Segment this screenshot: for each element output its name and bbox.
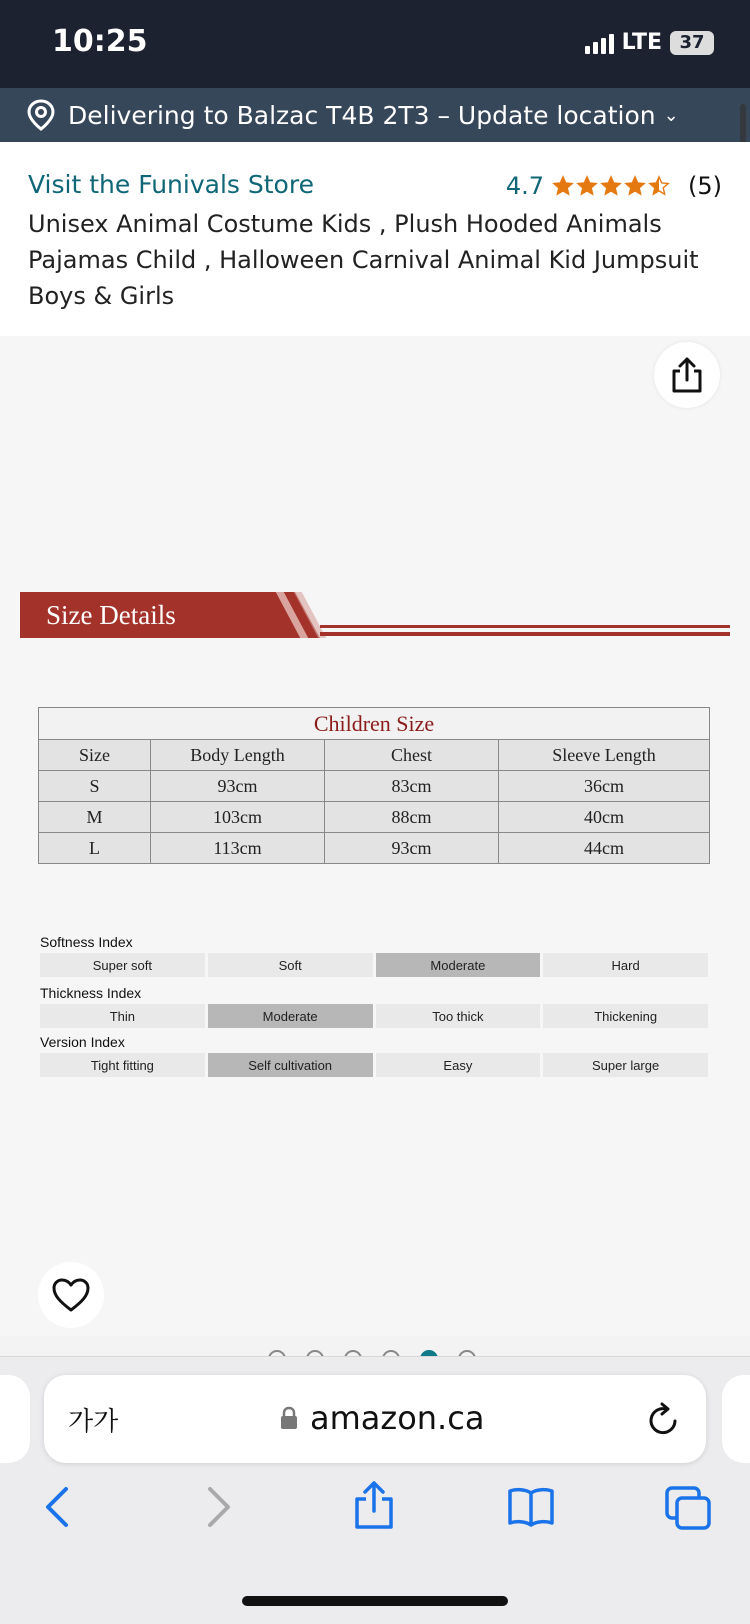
index-option: Self cultivation <box>208 1053 373 1077</box>
tabs-icon <box>664 1485 712 1531</box>
index-option: Moderate <box>208 1004 373 1028</box>
url-display[interactable] <box>280 1399 484 1437</box>
location-pin-icon <box>26 99 56 131</box>
index-option: Thin <box>40 1004 205 1028</box>
browser-nav-toolbar <box>0 1485 750 1555</box>
index-option: Moderate <box>376 953 541 977</box>
reload-icon <box>646 1401 680 1437</box>
table-cell: M <box>39 802 151 833</box>
star-half-icon <box>648 175 670 197</box>
star-full-icon <box>576 175 598 197</box>
thickness-index <box>40 985 708 1028</box>
battery-icon: 37 <box>670 31 714 55</box>
back-icon <box>42 1485 72 1529</box>
table-cell: 103cm <box>151 802 325 833</box>
next-tab-edge[interactable] <box>722 1375 750 1463</box>
index-label: Softness Index <box>40 934 133 950</box>
star-full-icon <box>624 175 646 197</box>
table-cell: L <box>39 833 151 864</box>
text-size-button[interactable]: 가가 <box>68 1407 119 1437</box>
star-full-icon <box>600 175 622 197</box>
star-full-icon <box>552 175 574 197</box>
tabs-button[interactable] <box>664 1485 712 1536</box>
table-cell: S <box>39 771 151 802</box>
chevron-down-icon: ⌄ <box>663 104 679 125</box>
index-option: Thickening <box>543 1004 708 1028</box>
table-cell: 83cm <box>325 771 499 802</box>
delivery-text: Delivering to Balzac T4B 2T3 – Update location <box>68 100 656 130</box>
table-cell: 36cm <box>499 771 710 802</box>
index-option: Super soft <box>40 953 205 977</box>
network-label: LTE <box>621 30 662 55</box>
index-option: Easy <box>376 1053 541 1077</box>
browser-toolbar <box>0 1356 750 1624</box>
status-time: 10:25 <box>52 24 148 59</box>
table-cell: 93cm <box>151 771 325 802</box>
table-cell: 40cm <box>499 802 710 833</box>
reload-button[interactable] <box>646 1401 680 1442</box>
index-option: Tight fitting <box>40 1053 205 1077</box>
rating-stars <box>552 175 670 197</box>
status-bar <box>0 0 750 88</box>
table-row <box>39 771 710 802</box>
share-sheet-button[interactable] <box>352 1479 396 1536</box>
index-option: Hard <box>543 953 708 977</box>
signal-icon <box>585 32 614 54</box>
forward-icon <box>204 1485 234 1529</box>
index-options <box>40 953 708 977</box>
product-header <box>0 142 750 336</box>
size-table-caption: Children Size <box>39 708 710 740</box>
heart-icon <box>51 1277 91 1313</box>
status-indicators <box>585 30 714 55</box>
bookmarks-button[interactable] <box>506 1485 556 1534</box>
delivery-location-bar[interactable] <box>0 88 750 142</box>
size-table <box>38 707 710 864</box>
table-cell: 44cm <box>499 833 710 864</box>
index-options <box>40 1004 708 1028</box>
softness-index <box>40 934 708 977</box>
forward-button[interactable] <box>204 1485 234 1534</box>
product-title: Unisex Animal Costume Kids , Plush Hooded Animals Pajamas Child , Halloween Carnival Animal Kid Jumpsuit Boys & Girls <box>28 210 699 310</box>
size-details-banner <box>20 592 730 638</box>
url-text: amazon.ca <box>310 1399 485 1437</box>
table-cell: 113cm <box>151 833 325 864</box>
favorite-button[interactable] <box>38 1262 104 1328</box>
index-option: Too thick <box>376 1004 541 1028</box>
rating-value: 4.7 <box>505 172 544 200</box>
table-row <box>39 802 710 833</box>
table-cell: 93cm <box>325 833 499 864</box>
index-label: Version Index <box>40 1034 125 1050</box>
table-header: Body Length <box>151 740 325 771</box>
version-index <box>40 1034 708 1077</box>
table-cell: 88cm <box>325 802 499 833</box>
address-bar[interactable] <box>44 1375 706 1463</box>
table-header: Sleeve Length <box>499 740 710 771</box>
index-label: Thickness Index <box>40 985 142 1001</box>
share-button[interactable] <box>654 342 720 408</box>
table-header: Chest <box>325 740 499 771</box>
rating-summary[interactable] <box>506 172 722 200</box>
share-icon <box>670 356 704 394</box>
index-options <box>40 1053 708 1077</box>
lock-icon <box>280 1406 298 1430</box>
bookmarks-icon <box>506 1485 556 1529</box>
back-button[interactable] <box>42 1485 72 1534</box>
table-row <box>39 833 710 864</box>
rating-count: (5) <box>688 172 722 200</box>
previous-tab-edge[interactable] <box>0 1375 30 1463</box>
size-details-title: Size Details <box>46 600 176 630</box>
index-option: Super large <box>543 1053 708 1077</box>
index-option: Soft <box>208 953 373 977</box>
home-indicator[interactable] <box>242 1596 508 1606</box>
store-link[interactable]: Visit the Funivals Store <box>28 170 314 199</box>
table-header: Size <box>39 740 151 771</box>
share-sheet-icon <box>352 1479 396 1531</box>
